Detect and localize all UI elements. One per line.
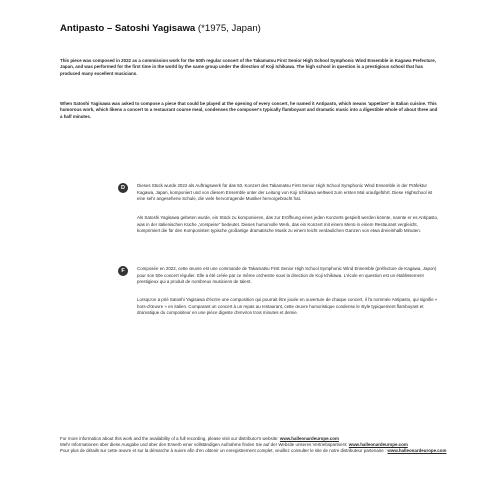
composer-name: Satoshi Yagisawa bbox=[114, 23, 196, 34]
distributor-link-de[interactable]: www.halleonardeurope.com bbox=[348, 442, 408, 448]
english-paragraph-1: This piece was composed in 2022 as a commission work for the 50th regular concert of the Takamatsu First Senior High School Symphonic Wind Ensemble in Kagawa Prefecture, Japan, and was performed for the first time in the world by the same group under the direction of Koji Ichikawa. The high school in question is a prestigious school that has produced many excellent musicians. bbox=[60, 58, 436, 76]
german-paragraph-2: Als Satoshi Yagisawa gebeten wurde, ein Stück zu komponieren, das zur Eröffnung eines jeden Konzerts gespielt werden könnte, nannte er es Antipasto, was in der italienischen Küche „Vorspeise“ bedeutet. Dieses humorvolle Werk, das ein Konzert mit einem Menü in einem Restaurant vergleicht, komprimiert die für den Komponisten typische großartige dramatische Musik zu einem leicht verdaulichen Ganzen von etwa dreieinhalb Minuten. bbox=[137, 215, 439, 233]
composer-dates: (*1975, Japan) bbox=[195, 23, 261, 34]
title-separator: – bbox=[104, 23, 115, 34]
german-language-badge: D bbox=[118, 183, 128, 193]
english-paragraph-2: When Satoshi Yagisawa was asked to compose a piece that could be played at the opening of every concert, he named it Antipasto, which means 'appetizer' in Italian cuisine. This humorous work, which likens a concert to a restaurant course meal, condenses the composer's typically flamboyant and dramatic music into a digestible whole of about three and a half minutes. bbox=[60, 101, 438, 119]
french-language-badge: F bbox=[118, 266, 128, 276]
page-title bbox=[60, 23, 261, 34]
footer-french: Pour plus de détails sur cette œuvre et sur la démarche à suivre afin d'en obtenir un enregistrement complet, veuillez consulter le site de notre distributeur partenaire : www.halleonardeurope.com bbox=[60, 448, 447, 454]
distributor-link-en[interactable]: www.halleonardeurope.com bbox=[279, 436, 339, 441]
distributor-link-fr[interactable]: www.halleonardeurope.com bbox=[387, 448, 447, 454]
footer-german: Mehr Informationen über diese Ausgabe und über den Erwerb einer vollständigen Aufnahme finden Sie auf der Website unseres Vertriebspartners: www.halleonardeurope.com bbox=[60, 442, 408, 448]
french-paragraph-2: Lorsqu'on a prié Satoshi Yagisawa d'écrire une composition qui pourrait être jouée en ouverture de chaque concert, il l'a nommée Antipasto, qui signifie « hors-d'œuvre » en italien. Comparant un concert à un repas au restaurant, cette œuvre humoristique condense le style typiquement flamboyant et dramatique du compositeur en une pièce digeste d'environ trois minutes et demie. bbox=[137, 297, 438, 315]
piece-title: Antipasto bbox=[60, 23, 105, 34]
french-paragraph-1: Composée en 2022, cette œuvre est une commande de Takamatsu First Senior High School Symphonic Wind Ensemble (préfecture de Kagawa, Japon) pour son 50e concert régulier. Elle a été créée par ce même orchestre sous la direction de Koji Ichikawa. L'école en question est un établissement prestigieux qui a produit de nombreux musiciens de talent. bbox=[137, 266, 437, 284]
footer-info bbox=[60, 436, 450, 455]
footer-english: For more information about this work and the availability of a full recording, please visit our distributor's website: www.halleonardeurope.com bbox=[60, 436, 339, 441]
german-paragraph-1: Dieses Stück wurde 2022 als Auftragswerk für das 50. Konzert des Takamatsu First Senior High School Symphonic Wind Ensemble in der Präfektur Kagawa, Japan, komponiert und von diesem Ensemble unter der Leitung von Koji Ichikawa weltweit zum ersten Mal uraufgeführt. Diese Highschool ist eine sehr angesehene Schule, die viele hervorragende Musiker hervorgebracht hat. bbox=[137, 183, 433, 201]
